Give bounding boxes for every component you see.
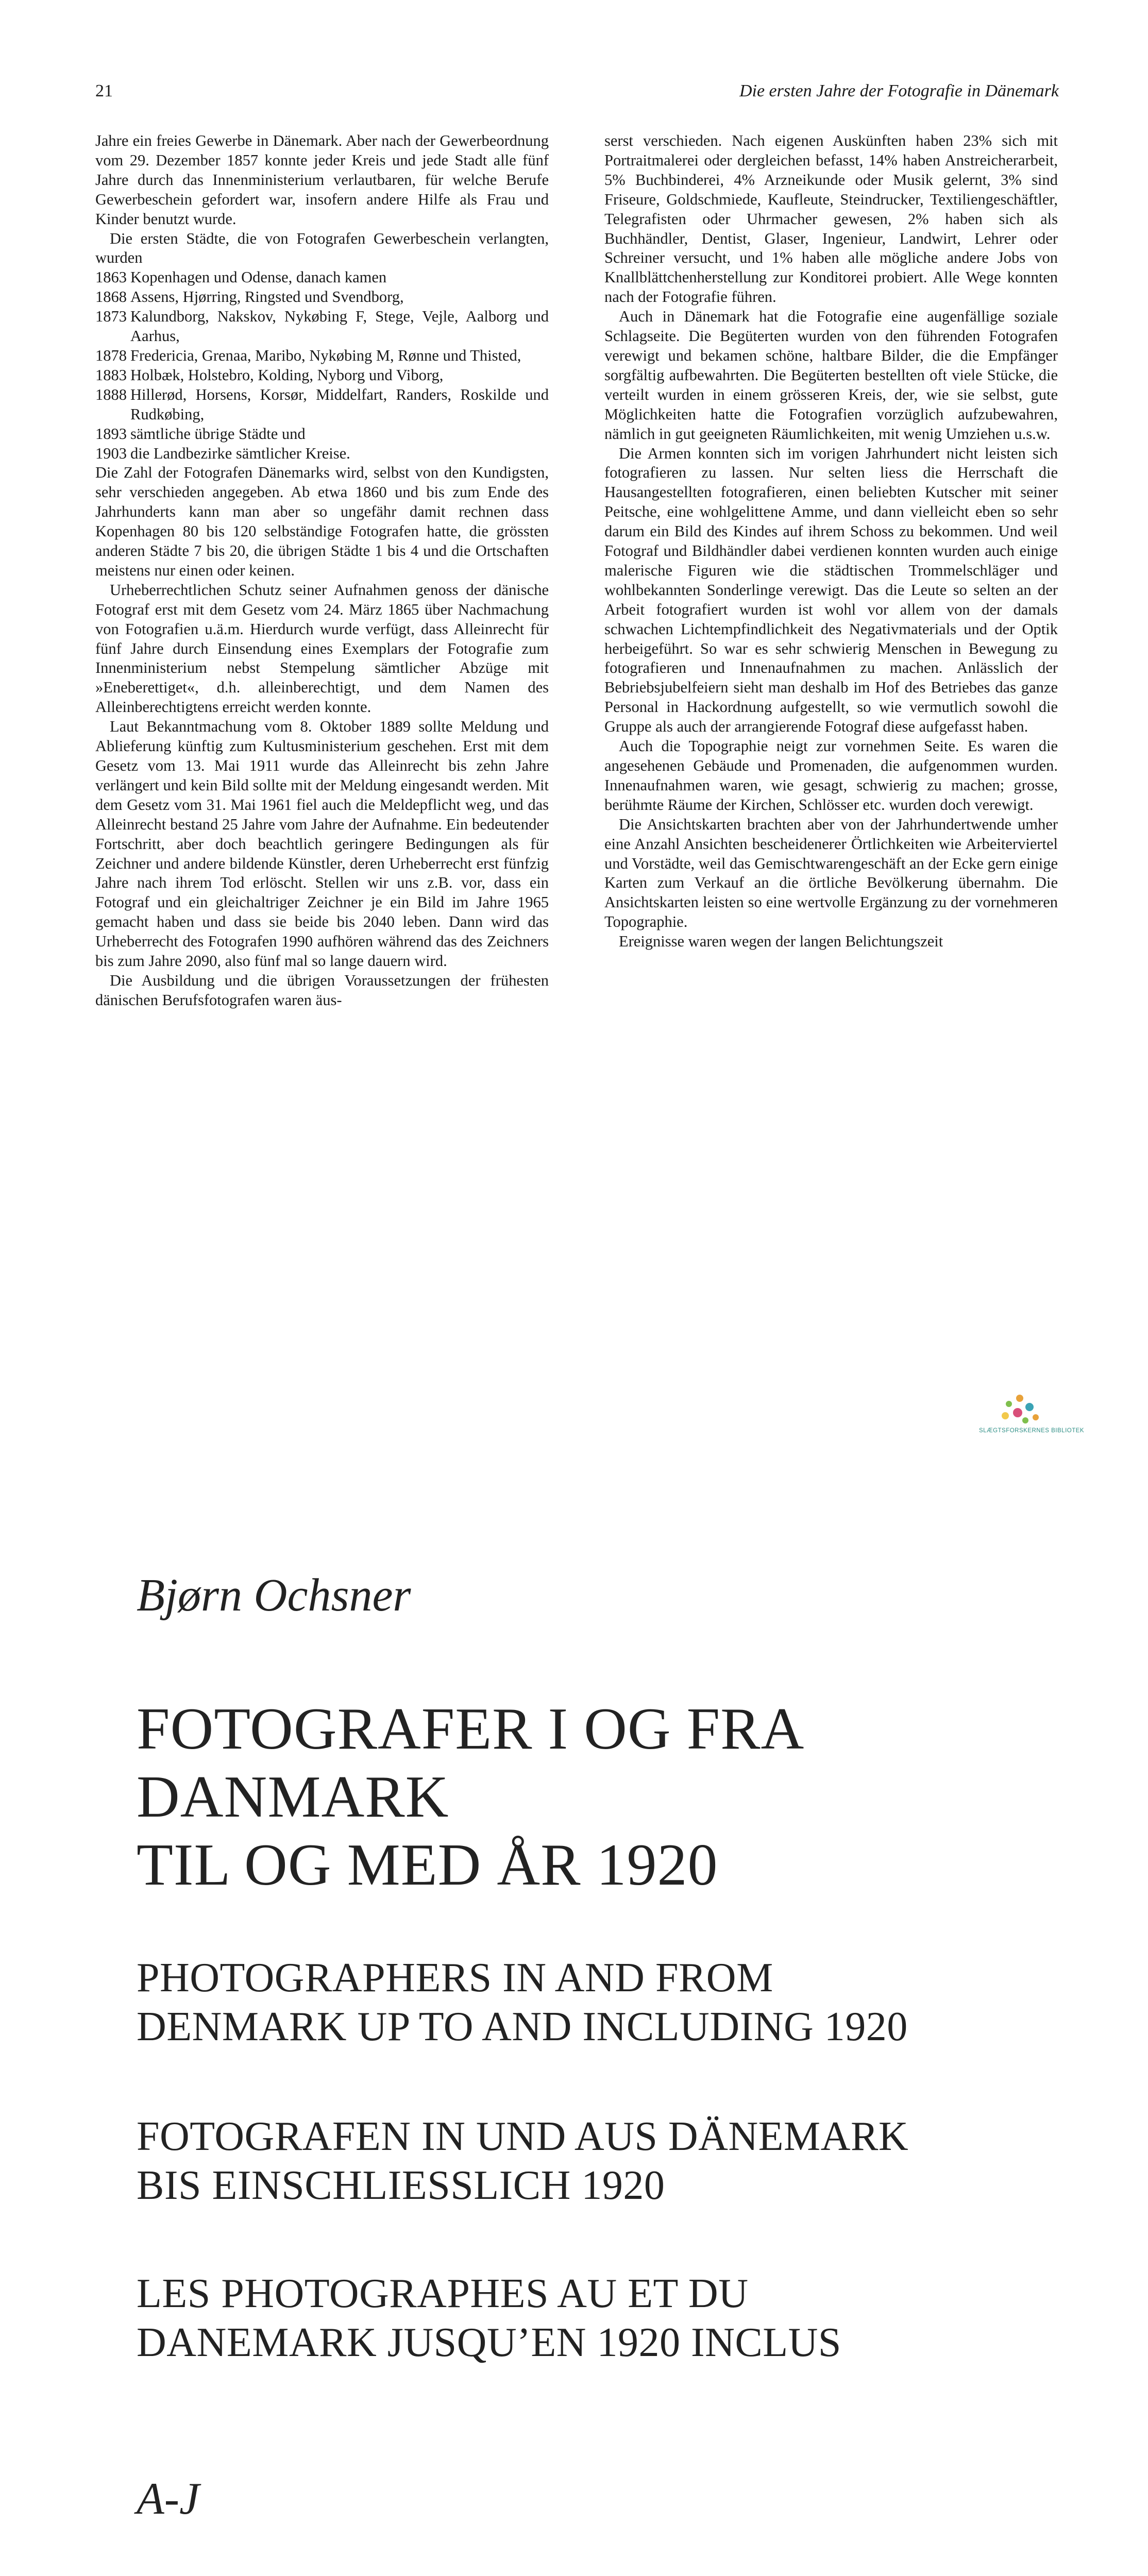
paragraph: Urheberrechtlichen Schutz seiner Aufnahmen genoss der dänische Fotograf erst mit dem Gesetz vom 24. März 1865 über Nachmachung von Fotografien u.ä.m. Hierdurch wurde verfügt, dass Alleinrecht für fünf Jahre durch Einsendung eines Exemplars der Fotografie zum Innenministerium nebst Stempelung sämtlicher Abzüge mit »Eneberettiget«, d.h. alleinberechtigt, und dem Namen des Alleinberechtigtens erreicht werden konnte. bbox=[95, 581, 549, 716]
year: 1893 bbox=[95, 425, 127, 443]
watermark-dot bbox=[1022, 1417, 1028, 1423]
town-names: Assens, Hjørring, Ringsted und Svendborg, bbox=[130, 288, 404, 306]
year: 1888 bbox=[95, 385, 127, 403]
title-line: FOTOGRAFER I OG FRA bbox=[137, 1696, 805, 1762]
list-item bbox=[95, 268, 549, 287]
paragraph: Die Zahl der Fotografen Dänemarks wird, selbst von den Kundigsten, sehr verschieden angegeben. Ab etwa 1860 und bis zum Ende des Jahrhunderts kann man aber so ungefähr damit rechnen dass Kopenhagen 80 bis 120 selbständige Fotografen hatte, die grössten anderen Städte 7 bis 20, die übrigen Städte 1 bis 4 und die Ortschaften meistens nur einen oder keinen. bbox=[95, 464, 549, 579]
town-names: Fredericia, Grenaa, Maribo, Nykøbing M, Rønne und Thisted, bbox=[130, 346, 521, 364]
paragraph: Auch die Topographie neigt zur vornehmen Seite. Es waren die angesehenen Gebäude und Promenaden, die aufgenommen wurden. Innenaufnahmen waren, wie gesagt, schwierig zu machen; grosse, berühmte Räume der Kirchen, Schlösser etc. wurden doch verewigt. bbox=[604, 737, 1058, 814]
paragraph: Die Ansichtskarten brachten aber von der Jahrhundertwende umher eine Anzahl Ansichten bescheidenerer Örtlichkeiten wie Arbeiterviertel und Vorstädte, weil das Gemischtwarengeschäft an der Ecke gern einige Karten zum Verkauf an die örtliche Bevölkerung übernahm. Die Ansichtskarten leisten so eine wertvolle Ergänzung zu der vornehmeren Topographie. bbox=[604, 815, 1058, 931]
watermark-dot bbox=[1016, 1395, 1023, 1402]
year: 1863 bbox=[95, 268, 127, 286]
year: 1878 bbox=[95, 346, 127, 364]
subtitle-german bbox=[137, 2112, 1116, 2210]
right-text-column bbox=[604, 131, 1058, 952]
subtitle-line: LES PHOTOGRAPHES AU ET DU bbox=[137, 2271, 749, 2316]
main-title bbox=[137, 1695, 1064, 1899]
list-item bbox=[95, 307, 549, 346]
subtitle-line: DANEMARK JUSQU’EN 1920 INCLUS bbox=[137, 2320, 841, 2365]
town-names: sämtliche übrige Städte und bbox=[130, 425, 306, 443]
list-item bbox=[95, 346, 549, 366]
paragraph: Die Ausbildung und die übrigen Voraussetzungen der frühesten dänischen Berufsfotografen waren äus- bbox=[95, 971, 549, 1009]
watermark-dot bbox=[1033, 1414, 1039, 1420]
author-name: Bjørn Ochsner bbox=[137, 1570, 411, 1621]
watermark-dot bbox=[1025, 1403, 1034, 1411]
year: 1868 bbox=[95, 288, 127, 306]
library-watermark-logo bbox=[979, 1394, 1085, 1445]
watermark-dot bbox=[1006, 1401, 1012, 1407]
paragraph: Laut Bekanntmachung vom 8. Oktober 1889 sollte Meldung und Ablieferung künftig zum Kultusministerium geschehen. Erst mit dem Gesetz vom 13. Mai 1911 wurde das Alleinrecht bis zehn Jahre verlängert und kein Bild sollte mit der Meldung eingesandt werden. Mit dem Gesetz vom 31. Mai 1961 fiel auch die Meldepflicht weg, und das Alleinrecht bestand 25 Jahre vom Jahre der Aufnahme. Ein bedeutender Fortschritt, aber doch beachtlich geringere Bedingungen als für Zeichner und andere bildende Künstler, deren Urheberrecht erst fünfzig Jahre nach ihrem Tod erlöscht. Stellen wir uns z.B. vor, dass ein Fotograf und ein gleichaltriger Zeichner je ein Bild im Jahre 1965 gemacht haben und dass sie beide bis 2040 leben. Dann wird das Urheberrecht des Fotografen 1990 aufhören während das des Zeichners bis zum Jahre 2090, also fünf mal so lange dauern wird. bbox=[95, 718, 549, 970]
running-title: Die ersten Jahre der Fotografie in Dänemark bbox=[739, 81, 1059, 100]
page-number: 21 bbox=[95, 81, 113, 100]
year: 1903 bbox=[95, 444, 127, 462]
page-header bbox=[95, 81, 1059, 112]
subtitle-line: DENMARK UP TO AND INCLUDING 1920 bbox=[137, 2004, 908, 2049]
list-item bbox=[95, 425, 549, 444]
dot-cluster-icon bbox=[979, 1394, 1061, 1426]
town-names: die Landbezirke sämtlicher Kreise. bbox=[130, 444, 350, 462]
year: 1883 bbox=[95, 366, 127, 384]
subtitle-line: BIS EINSCHLIESSLICH 1920 bbox=[137, 2163, 665, 2208]
left-text-column bbox=[95, 131, 549, 1010]
paragraph: Ereignisse waren wegen der langen Belichtungszeit bbox=[619, 933, 943, 951]
list-item bbox=[95, 366, 549, 385]
subtitle-french bbox=[137, 2269, 1116, 2367]
volume-label: A-J bbox=[137, 2474, 200, 2524]
paragraph: Auch in Dänemark hat die Fotografie eine augenfällige soziale Schlagseite. Die Begüterten wurden von den führenden Fotografen verewigt und bekamen schöne, haltbare Bilder, die die Empfänger sorgfältig aufbewahrten. Die Begüterten bestellten oft viele Stücke, die verteilt wurden in einem grösseren Kreis, der, wie sie selbst, gute Möglichkeiten hatte die Fotografien vorzüglich aufzubewahren, nämlich in gut geeigneten Räumlichkeiten, mit wenig Umziehen u.s.w. bbox=[604, 308, 1058, 443]
list-item bbox=[95, 444, 549, 464]
year: 1873 bbox=[95, 308, 127, 326]
title-line: DANMARK bbox=[137, 1764, 449, 1830]
subtitle-line: FOTOGRAFEN IN UND AUS DÄNEMARK bbox=[137, 2114, 909, 2159]
town-names: Kalundborg, Nakskov, Nykøbing F, Stege, Vejle, Aalborg und Aarhus, bbox=[130, 308, 549, 345]
subtitle-english bbox=[137, 1954, 1116, 2052]
paragraph: Die ersten Städte, die von Fotografen Gewerbeschein verlangten, wurden bbox=[95, 229, 549, 267]
watermark-dot bbox=[1002, 1412, 1009, 1419]
town-names: Holbæk, Holstebro, Kolding, Nyborg und Viborg, bbox=[130, 366, 444, 384]
paragraph: Jahre ein freies Gewerbe in Dänemark. Aber nach der Gewerbeordnung vom 29. Dezember 1857 konnte jeder Kreis und jede Stadt alle fünf Jahre durch das Innenministerium verlautbaren, für welche Berufe Gewerbeschein gefordert war, insofern andere Hilfe als Frau und Kinder benutzt wurde. bbox=[95, 132, 549, 228]
watermark-dot bbox=[1013, 1408, 1022, 1417]
subtitle-line: PHOTOGRAPHERS IN AND FROM bbox=[137, 1955, 773, 2001]
list-item bbox=[95, 287, 549, 307]
title-line: TIL OG MED ÅR 1920 bbox=[137, 1832, 718, 1898]
town-names: Kopenhagen und Odense, danach kamen bbox=[130, 268, 387, 286]
paragraph: Die Armen konnten sich im vorigen Jahrhundert nicht leisten sich fotografieren zu lassen. Nur selten liess die Herrschaft die Hausangestellten fotografieren, einen beliebten Kutscher mit seiner Peitsche, eine wohlgelittene Amme, und dann vielleicht eben so sehr darum ein Bild des Kindes auf ihrem Schoss zu bekommen. Und weil Fotograf und Bildhändler dabei verdienen konnten wurden auch einige malerische Figuren wie die städtischen Trommelschläger und wohlbekannten Sonderlinge verewigt. Das die Leute so selten an der Arbeit fotografiert wurden ist wohl vor allem von der damals schwachen Lichtempfindlichkeit des Negativmaterials und der Optik herbeigeführt. So war es sehr schwierig Menschen in Bewegung zu fotografieren und Innenaufnahmen zu machen. Anlässlich der Bebriebsjubelfeiern sieht man deshalb im Hof des Betriebes das ganze Personal in Hackordnung aufgestellt, so wie vermutlich sowohl die Gruppe als auch der arrangierende Fotograf diese aufgefasst haben. bbox=[604, 444, 1058, 736]
paragraph: serst verschieden. Nach eigenen Auskünften haben 23% sich mit Portraitmalerei oder dergleichen befasst, 14% haben Anstreicherarbeit, 5% Buchbinderei, 4% Arzneikunde oder Musik gelernt, 3% sind Friseure, Goldschmiede, Kaufleute, Steindrucker, Textiliengeschäftler, Telegrafisten oder Uhrmacher gewesen, 2% haben sich als Buchhändler, Dentist, Glaser, Ingenieur, Landwirt, Lehrer oder Schreiner versucht, und 1% haben alle mögliche andere Jobs von Knallblättchenherstellung zur Konditorei probiert. Alle Wege konnten nach der Fotografie führen. bbox=[604, 132, 1058, 306]
town-names: Hillerød, Horsens, Korsør, Middelfart, Randers, Roskilde und Rudkøbing, bbox=[130, 385, 549, 423]
town-year-list bbox=[95, 268, 549, 463]
watermark-text: SLÆGTSFORSKERNES BIBLIOTEK bbox=[979, 1428, 1085, 1434]
list-item bbox=[95, 385, 549, 425]
